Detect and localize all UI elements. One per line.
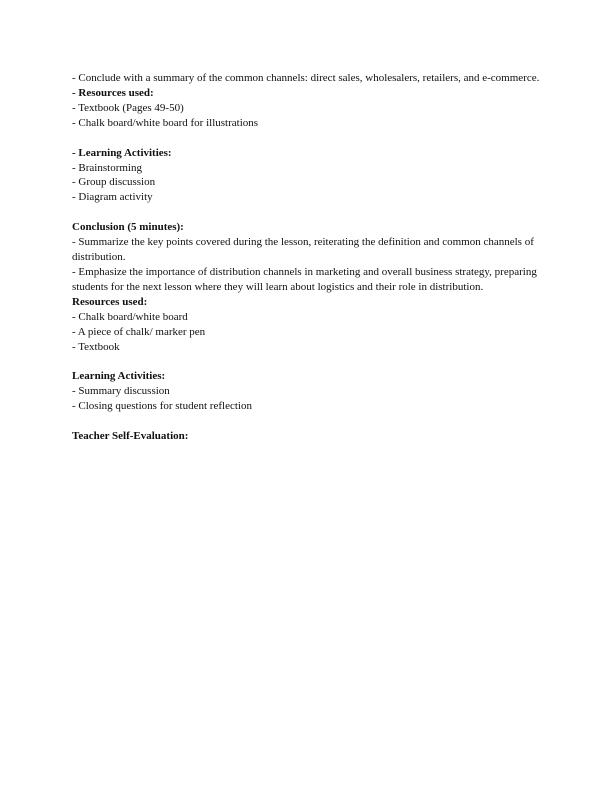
list-item: - Brainstorming [72, 161, 142, 174]
resources-heading-1: - Resources used: [72, 86, 154, 99]
list-item: - Summary discussion [72, 385, 170, 398]
list-item: - Textbook (Pages 49-50) [72, 101, 184, 114]
list-item: - Chalk board/white board [72, 310, 188, 323]
document-page [72, 71, 540, 444]
list-item: - Chalk board/white board for illustrations [72, 116, 259, 129]
spacer [72, 354, 540, 369]
list-item: - Group discussion [72, 176, 156, 189]
spacer [72, 414, 540, 429]
learning-activities-heading-1: - Learning Activities: [72, 146, 172, 159]
intro-summary-line: - Conclude with a summary of the common channels: direct sales, wholesalers, retailers, and e-commerce. [72, 72, 540, 84]
list-item: - Textbook [72, 340, 120, 353]
conclusion-point: - Emphasize the importance of distribution channels in marketing and overall business strategy, preparing students for the next lesson where they will learn about logistics and their role in distribution. [72, 265, 537, 293]
resources-heading-2: Resources used: [72, 295, 148, 308]
list-item: - Diagram activity [72, 191, 153, 204]
learning-activities-heading-2: Learning Activities: [72, 370, 166, 383]
conclusion-point: - Summarize the key points covered during the lesson, reiterating the definition and common channels of distribution. [72, 236, 534, 264]
spacer [72, 205, 540, 220]
list-item: - A piece of chalk/ marker pen [72, 325, 206, 338]
list-item: - Closing questions for student reflection [72, 400, 252, 413]
teacher-self-evaluation-heading: Teacher Self-Evaluation: [72, 430, 189, 443]
conclusion-heading: Conclusion (5 minutes): [72, 221, 184, 234]
spacer [72, 131, 540, 146]
